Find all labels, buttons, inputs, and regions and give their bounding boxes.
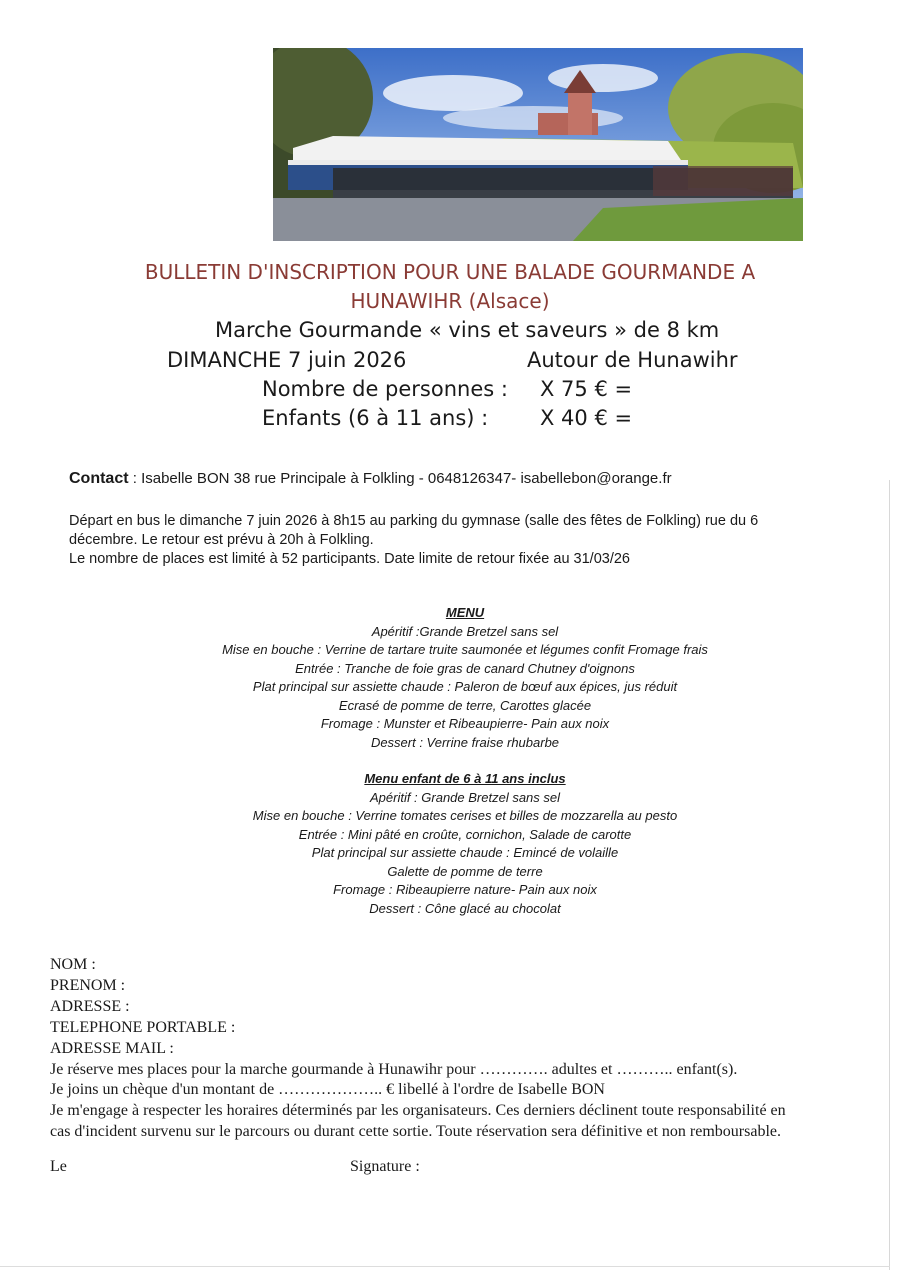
menu-item: Mise en bouche : Verrine de tartare truite saumonée et légumes confit Fromage frais — [222, 642, 708, 657]
kids-menu-item: Plat principal sur assiette chaude : Emincé de volaille — [311, 845, 619, 860]
menu-item: Entrée : Tranche de foie gras de canard Chutney d'oignons — [295, 660, 635, 676]
adresse-field-label[interactable]: ADRESSE : — [50, 997, 130, 1015]
event-subtitle: Marche Gourmande « vins et saveurs » de 8 km — [215, 318, 720, 342]
menu-item: Dessert : Verrine fraise rhubarbe — [370, 734, 560, 750]
contact-line — [69, 470, 672, 488]
kids-menu-item: Entrée : Mini pâté en croûte, cornichon, Salade de carotte — [298, 826, 632, 842]
engagement-line-1: Je m'engage à respecter les horaires déterminés par les organisateurs. Ces derniers déclinent toute responsabilité en — [50, 1102, 786, 1120]
kids-menu-item: Dessert : Cône glacé au chocolat — [369, 900, 561, 916]
kids-menu-item: Mise en bouche : Verrine tomates cerises et billes de mozzarella au pesto — [252, 808, 678, 823]
kids-menu-item: Apéritif : Grande Bretzel sans sel — [369, 789, 561, 805]
telephone-field-label[interactable]: TELEPHONE PORTABLE : — [50, 1018, 236, 1036]
scan-edge-right — [889, 480, 890, 1270]
header-photo — [273, 48, 803, 241]
menu-title: MENU — [445, 605, 485, 620]
adults-price: X 75 € = — [540, 377, 633, 401]
title-line-1: BULLETIN D'INSCRIPTION POUR UNE BALADE GOURMANDE A — [144, 260, 756, 284]
title-line-2: HUNAWIHR (Alsace) — [350, 289, 550, 313]
engagement-line-2: cas d'incident survenu sur le parcours ou durant cette sortie. Toute réservation sera définitive et non remboursable. — [50, 1123, 781, 1141]
contact-text: : Isabelle BON 38 rue Principale à Folkling - 0648126347- isabellebon@orange.fr — [128, 470, 672, 487]
event-place: Autour de Hunawihr — [527, 348, 738, 372]
scan-edge-bottom — [0, 1266, 890, 1267]
reservation-line[interactable]: Je réserve mes places pour la marche gourmande à Hunawihr pour …………. adultes et ……….. enfant(s). — [50, 1060, 738, 1078]
bulletin-title — [60, 258, 840, 316]
info-line-1: Départ en bus le dimanche 7 juin 2026 à 8h15 au parking du gymnase (salle des fêtes de Folkling) rue du 6 — [69, 513, 759, 529]
deadline-date: 31/03/26 — [573, 551, 630, 567]
departure-info — [69, 512, 758, 569]
contact-label: Contact — [69, 470, 129, 487]
kids-menu — [120, 770, 810, 918]
nom-field-label[interactable]: NOM : — [50, 956, 96, 973]
adults-label: Nombre de personnes : — [262, 377, 508, 401]
village-tent-photo — [273, 48, 803, 241]
children-label: Enfants (6 à 11 ans) : — [262, 406, 489, 430]
event-date: DIMANCHE 7 juin 2026 — [167, 348, 407, 372]
info-line-2: décembre. Le retour est prévu à 20h à Folkling. — [69, 532, 374, 548]
kids-menu-item: Galette de pomme de terre — [387, 863, 543, 879]
children-price: X 40 € = — [540, 406, 633, 430]
cheque-line[interactable]: Je joins un chèque d'un montant de ……………….. € libellé à l'ordre de Isabelle BON — [50, 1081, 605, 1099]
signature-label[interactable]: Signature : — [350, 1158, 420, 1175]
registration-form — [50, 955, 880, 1143]
kids-menu-title: Menu enfant de 6 à 11 ans inclus — [364, 771, 566, 786]
menu-item: Fromage : Munster et Ribeaupierre- Pain aux noix — [320, 716, 610, 731]
kids-menu-item: Fromage : Ribeaupierre nature- Pain aux noix — [333, 882, 597, 897]
adult-menu — [120, 604, 810, 752]
prenom-field-label[interactable]: PRENOM : — [50, 976, 126, 994]
date-place-label[interactable]: Le — [50, 1158, 67, 1175]
menu-item: Apéritif :Grande Bretzel sans sel — [371, 623, 559, 639]
info-line-3-text: Le nombre de places est limité à 52 participants. Date limite de retour fixée au — [69, 551, 574, 567]
mail-field-label[interactable]: ADRESSE MAIL : — [50, 1039, 174, 1057]
menu-item: Ecrasé de pomme de terre, Carottes glacée — [338, 697, 592, 713]
menu-item: Plat principal sur assiette chaude : Paleron de bœuf aux épices, jus réduit — [252, 679, 678, 694]
info-line-3 — [69, 550, 758, 569]
